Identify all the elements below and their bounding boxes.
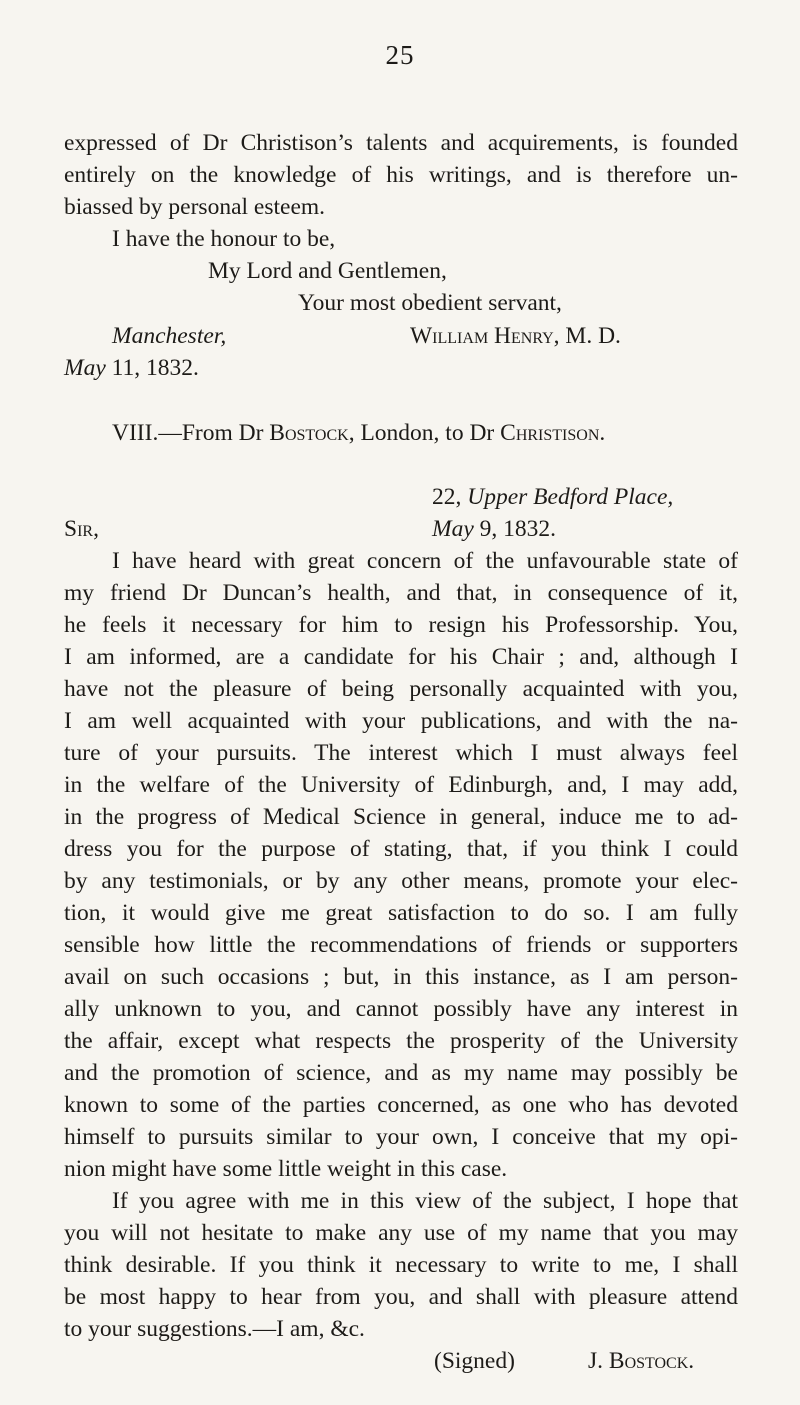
- body-line: and the promotion of science, and as my name may possibly be: [64, 1060, 738, 1086]
- letter-place: Manchester,: [112, 323, 227, 349]
- body-line: avail on such occasions ; but, in this instance, as I am person-: [64, 964, 738, 990]
- heading-prefix: VIII.—From Dr: [112, 420, 270, 446]
- letter-heading: [112, 417, 605, 449]
- body-line: in the welfare of the University of Edinburgh, and, I may add,: [64, 772, 738, 798]
- body-line: I am informed, are a candidate for his Chair ; and, although I: [64, 644, 738, 670]
- body-line: tion, it would give me great satisfaction to do so. I am fully: [64, 900, 738, 926]
- body-line: to your suggestions.—I am, &c.: [64, 1316, 365, 1342]
- body-line: dress you for the purpose of stating, that, if you think I could: [64, 836, 738, 862]
- heading-mid: , London, to Dr: [348, 420, 501, 446]
- body-line: my friend Dr Duncan’s health, and that, in consequence of it,: [64, 580, 738, 606]
- closing-line: I have the honour to be,: [112, 226, 336, 252]
- letter-address: [432, 481, 673, 513]
- heading-end: .: [599, 420, 606, 446]
- address-number: 22,: [432, 484, 462, 510]
- text-line: entirely on the knowledge of his writings, and is therefore un-: [64, 162, 738, 188]
- date-month: May: [432, 516, 474, 542]
- salutation: Sir,: [64, 516, 99, 542]
- body-line: If you agree with me in this view of the subject, I hope that: [112, 1188, 738, 1214]
- body-line: ally unknown to you, and cannot possibly have any interest in: [64, 996, 738, 1022]
- body-line: be most happy to hear from you, and shall with pleasure attend: [64, 1284, 738, 1310]
- body-line: nion might have some little weight in this case.: [64, 1156, 508, 1182]
- body-line: he feels it necessary for him to resign his Professorship. You,: [64, 612, 738, 638]
- body-line: known to some of the parties concerned, as one who has devoted: [64, 1092, 738, 1118]
- body-line: you will not hesitate to make any use of my name that you may: [64, 1220, 738, 1246]
- letter-date: [64, 352, 199, 384]
- heading-from: Bostock: [269, 420, 349, 446]
- text-line: expressed of Dr Christison’s talents and acquirements, is founded: [64, 130, 738, 156]
- page-number: 25: [385, 40, 415, 70]
- letter-signature: William Henry, M. D.: [410, 323, 621, 349]
- closing-line: Your most obedient servant,: [298, 290, 562, 316]
- closing-line: My Lord and Gentlemen,: [208, 258, 447, 284]
- body-line: the affair, except what respects the prosperity of the University: [64, 1028, 738, 1054]
- date-month: May: [64, 355, 106, 381]
- body-line: by any testimonials, or by any other means, promote your elec-: [64, 868, 738, 894]
- body-line: I am well acquainted with your publications, and with the na-: [64, 708, 738, 734]
- letter-date: [432, 513, 556, 545]
- signed-label: (Signed): [434, 1348, 515, 1374]
- body-line: in the progress of Medical Science in general, induce me to ad-: [64, 804, 738, 830]
- date-rest: 11, 1832.: [105, 355, 199, 381]
- body-line: think desirable. If you think it necessary to write to me, I shall: [64, 1252, 738, 1278]
- body-line: have not the pleasure of being personally acquainted with you,: [64, 676, 738, 702]
- body-line: I have heard with great concern of the unfavourable state of: [112, 548, 738, 574]
- body-line: ture of your pursuits. The interest which I must always feel: [64, 740, 738, 766]
- body-line: sensible how little the recommendations of friends or supporters: [64, 932, 738, 958]
- text-line: biassed by personal esteem.: [64, 194, 326, 220]
- body-line: himself to pursuits similar to your own, I conceive that my opi-: [64, 1124, 738, 1150]
- address-place: Upper Bedford Place,: [461, 484, 674, 510]
- date-rest: 9, 1832.: [473, 516, 557, 542]
- letter-signature: J. Bostock.: [588, 1348, 695, 1374]
- heading-to: Christison: [500, 420, 600, 446]
